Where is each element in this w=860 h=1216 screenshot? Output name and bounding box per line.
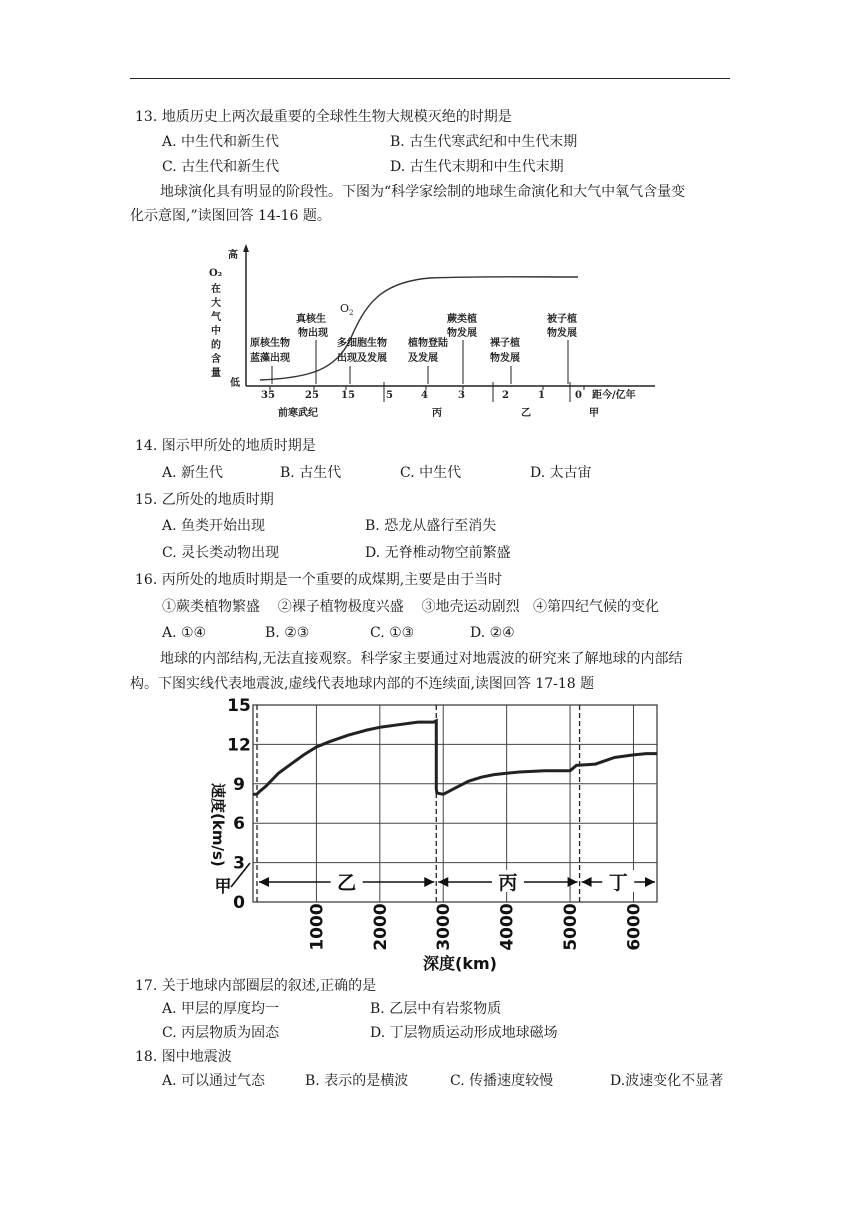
svg-text:物发展: 物发展 (547, 328, 577, 339)
x-tick-3000: 3000 (434, 903, 455, 951)
event-gymnosperms (490, 336, 520, 384)
q13-option-a: A. 中生代和新生代 (162, 134, 280, 150)
svg-text:中: 中 (211, 326, 221, 337)
o2-curve-label: $O_2$ (340, 302, 354, 317)
q18-option-b: B. 表示的是横波 (305, 1073, 409, 1089)
q13-option-d: D. 古生代末期和中生代末期 (390, 159, 564, 175)
svg-text:植物登陆: 植物登陆 (408, 338, 448, 349)
q17-option-c: C. 丙层物质为固态 (162, 1025, 280, 1041)
q15-option-b: B. 恐龙从盛行至消失 (365, 518, 497, 534)
svg-text:裸子植: 裸子植 (490, 338, 520, 349)
q15-stem: 15. 乙所处的地质时期 (135, 492, 274, 508)
intro1-line2: 化示意图,”读图回答 14-16 题。 (130, 208, 331, 224)
layer-labels (215, 863, 656, 897)
plot-frame (253, 705, 657, 902)
event-prokaryote (250, 336, 290, 384)
y-axis-high-label: 高 (228, 250, 238, 261)
tick-3: 3 (458, 390, 465, 401)
x-axis-label: 深度(km) (423, 954, 497, 973)
svg-text:蕨类植: 蕨类植 (447, 314, 477, 325)
tick-5: 5 (386, 390, 393, 401)
q18-stem: 18. 图中地震波 (135, 1049, 232, 1065)
tick-25: 25 (305, 390, 319, 401)
q13-stem: 13. 地质历史上两次最重要的全球性生物大规模灭绝的时期是 (135, 109, 512, 125)
svg-text:蓝藻出现: 蓝藻出现 (250, 353, 290, 364)
y-tick-3: 3 (233, 853, 245, 874)
y-tick-0: 0 (233, 893, 245, 913)
arrow-head-right-1 (568, 877, 578, 887)
q15-option-a: A. 鱼类开始出现 (162, 518, 266, 534)
arrow-head-right-0 (424, 877, 434, 887)
q14-option-a: A. 新生代 (162, 465, 224, 481)
y-tick-12: 12 (227, 735, 251, 756)
seismic-wave-line (253, 721, 657, 795)
tick-15: 15 (341, 390, 355, 401)
q15-option-d: D. 无脊椎动物空前繁盛 (365, 545, 511, 561)
q18-option-d: D.波速变化不显著 (610, 1073, 724, 1089)
q16-option-b: B. ②③ (265, 625, 310, 641)
q17-option-a: A. 甲层的厚度均一 (162, 1001, 280, 1017)
arrow-head-left-2 (582, 877, 592, 887)
svg-text:出现及发展: 出现及发展 (337, 353, 387, 364)
svg-text:被子植: 被子植 (547, 314, 577, 325)
q17-option-d: D. 丁层物质运动形成地球磁场 (370, 1025, 558, 1041)
x-tick-1000: 1000 (307, 903, 328, 951)
x-tick-4000: 4000 (497, 903, 518, 951)
layer-label-1: 乙 (337, 872, 357, 894)
q16-stem: 16. 丙所处的地质时期是一个重要的成煤期,主要是由于当时 (135, 572, 503, 588)
y-axis-label (209, 783, 227, 867)
x-axis-unit: 距今/亿年 (592, 390, 636, 401)
x-tick-5000: 5000 (561, 903, 582, 951)
oxygen-evolution-diagram (200, 240, 670, 425)
q13-option-c: C. 古生代和新生代 (162, 159, 280, 175)
q14-option-d: D. 太古宙 (530, 465, 592, 481)
y-axis-label (209, 268, 222, 379)
x-tick-2000: 2000 (370, 903, 391, 951)
header-rule (130, 78, 730, 79)
y-tick-15: 15 (227, 696, 251, 716)
layer-label-3: 丁 (608, 872, 628, 894)
layer-label-2: 丙 (498, 872, 518, 894)
intro1-line1: 地球演化具有明显的阶段性。下图为“科学家绘制的地球生命演化和大气中氧气含量变 (160, 184, 686, 200)
svg-text:真核生: 真核生 (296, 314, 326, 325)
q16-statements: ①蕨类植物繁盛 ②裸子植物极度兴盛 ③地壳运动剧烈 ④第四纪气候的变化 (162, 599, 659, 615)
event-plants-land (408, 336, 448, 384)
q18-option-a: A. 可以通过气态 (162, 1073, 266, 1089)
q17-option-b: B. 乙层中有岩浆物质 (370, 1001, 502, 1017)
tick-1: 1 (538, 390, 545, 401)
svg-text:及发展: 及发展 (408, 353, 438, 364)
svg-text:在: 在 (211, 284, 221, 295)
era-bing: 丙 (432, 408, 442, 419)
svg-text:物出现: 物出现 (298, 328, 328, 339)
svg-text:原核生物: 原核生物 (250, 338, 290, 349)
arrow-head-right-2 (645, 877, 655, 887)
svg-text:大: 大 (211, 298, 221, 309)
svg-text:多细胞生物: 多细胞生物 (337, 338, 387, 349)
svg-text:O₂: O₂ (209, 268, 223, 279)
y-axis-low-label: 低 (230, 378, 240, 389)
q13-option-b: B. 古生代寒武纪和中生代末期 (390, 134, 578, 150)
tick-0: 0 (575, 390, 582, 401)
tick-35: 35 (261, 390, 275, 401)
svg-text:速度(km/s): 速度(km/s) (209, 783, 227, 867)
era-precambrian: 前寒武纪 (278, 408, 318, 419)
svg-text:物发展: 物发展 (447, 328, 477, 339)
event-multicellular (337, 336, 387, 384)
q18-option-c: C. 传播速度较慢 (450, 1073, 554, 1089)
arrow-head-left-0 (259, 877, 269, 887)
svg-text:含: 含 (211, 354, 221, 365)
x-tick-6000: 6000 (624, 903, 645, 951)
chart-grid (253, 705, 657, 902)
svg-text:物发展: 物发展 (490, 353, 520, 364)
event-angiosperms (547, 312, 577, 384)
q14-option-c: C. 中生代 (400, 465, 462, 481)
era-jia: 甲 (589, 408, 599, 419)
y-tick-9: 9 (233, 774, 245, 795)
q15-option-c: C. 灵长类动物出现 (162, 545, 280, 561)
q16-option-a: A. ①④ (162, 625, 207, 641)
svg-text:气: 气 (211, 312, 221, 323)
event-ferns (447, 312, 477, 384)
x-axis-ticks (307, 903, 644, 950)
intro2-line1: 地球的内部结构,无法直接观察。科学家主要通过对地震波的研究来了解地球的内部结 (160, 651, 683, 667)
q16-option-d: D. ②④ (470, 625, 515, 641)
q14-stem: 14. 图示甲所处的地质时期是 (135, 438, 316, 454)
tick-4: 4 (421, 390, 428, 401)
svg-text:量: 量 (211, 368, 221, 379)
y-tick-6: 6 (233, 814, 245, 835)
q16-option-c: C. ①③ (370, 625, 415, 641)
intro2-line2: 构。下图实线代表地震波,虚线代表地球内部的不连续面,读图回答 17-18 题 (130, 676, 595, 692)
tick-2: 2 (502, 390, 509, 401)
era-yi: 乙 (521, 408, 531, 419)
discontinuity-lines (257, 705, 580, 904)
seismic-velocity-chart (195, 695, 670, 973)
layer-label-0: 甲 (214, 877, 232, 897)
svg-text:的: 的 (211, 340, 221, 351)
time-axis (261, 382, 636, 402)
q17-stem: 17. 关于地球内部圈层的叙述,正确的是 (135, 978, 377, 994)
q14-option-b: B. 古生代 (280, 465, 342, 481)
